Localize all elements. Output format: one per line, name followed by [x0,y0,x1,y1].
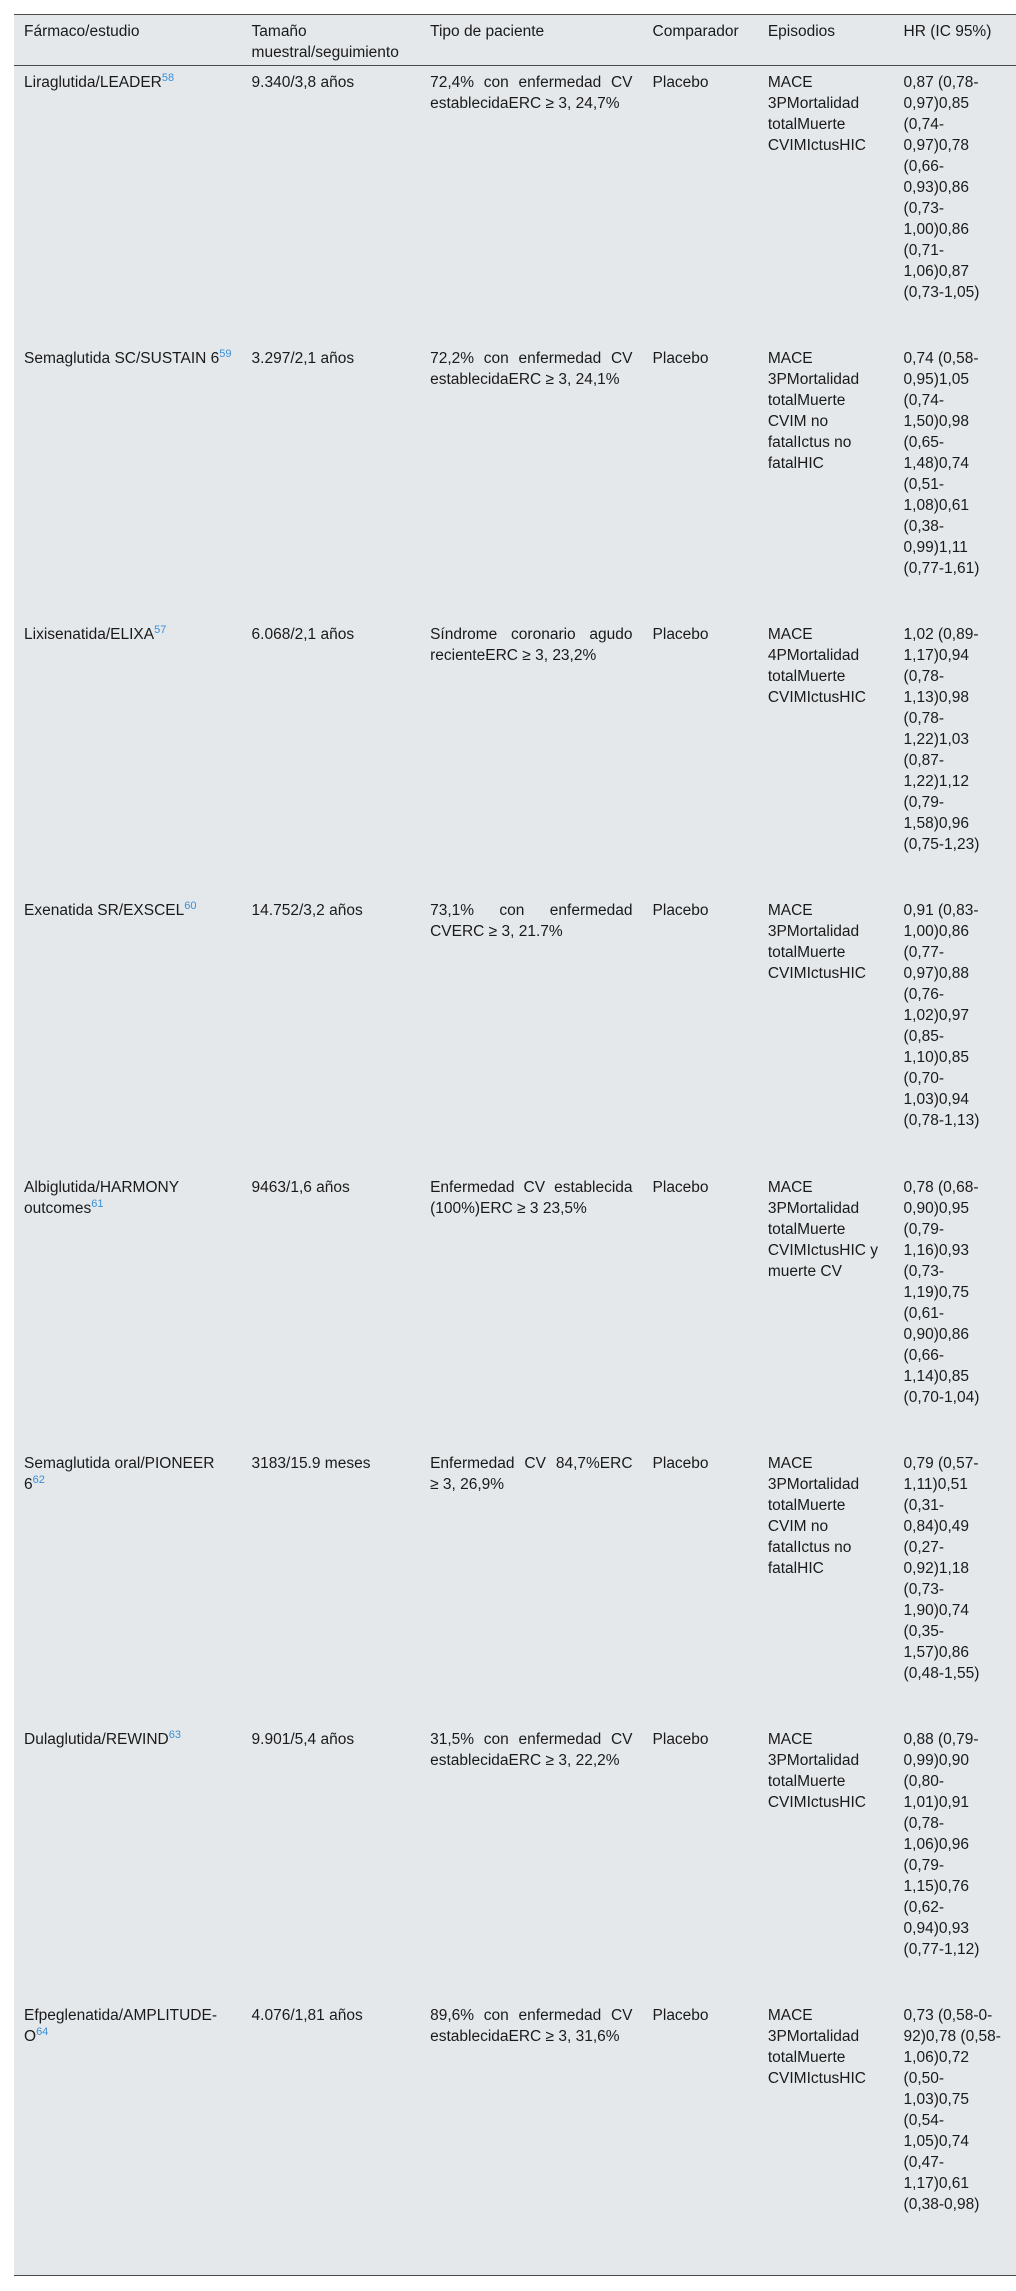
reference-link[interactable]: 59 [219,347,232,360]
cell-comparator: Placebo [643,1999,758,2275]
drug-name: Exenatida SR/EXSCEL [24,902,185,920]
table-row [14,1447,1016,1723]
cell-patient: Enfermedad CV 84,7%ERC ≥ 3, 26,9% [430,1454,633,1493]
cell-sample: 3183/15.9 meses [251,1454,371,1472]
cell-events: MACE 3PMortalidad totalMuerte CVIM no fatalIctus no fatalHIC [767,1454,860,1577]
cell-drug [14,1999,242,2275]
cell-hr: 0,73 (0,58-0-92)0,78 (0,58-1,06)0,72 (0,50-1,03)0,75 (0,54-1,05)0,74 (0,47-1,17)0,61 (0,38-0,98) [894,1999,1016,2275]
cell-comparator: Placebo [652,902,709,920]
cell-sample: 9463/1,6 años [251,1178,350,1196]
drug-name: Lixisenatida/ELIXA [24,626,155,643]
cell-events: MACE 3PMortalidad totalMuerte CVIM no fatalIctus no fatalHIC [767,349,860,472]
cell-hr: 0,78 (0,68-0,90)0,95 (0,79-1,16)0,93 (0,73-1,19)0,75 (0,61-0,90)0,86 (0,66-1,14)0,85 (0,70-1,04) [903,1178,980,1406]
cell-hr: 0,74 (0,58-0,95)1,05 (0,74-1,50)0,98 (0,65-1,48)0,74 (0,51-1,08)0,61 (0,38-0,99)1,11 (0,77-1,61) [903,349,980,577]
glp1-trials-table [14,14,1016,2276]
cell-events: MACE 4PMortalidad totalMuerte CVIMIctusHIC [767,626,867,706]
table-row [14,1999,1016,2275]
reference-link[interactable]: 57 [154,623,167,636]
cell-patient: Síndrome coronario agudo recienteERC ≥ 3, 23,2% [430,626,633,664]
drug-name: Semaglutida oral/PIONEER 6 [24,1454,215,1493]
cell-drug [14,618,242,894]
table-header-row [14,15,1016,66]
header-drug: Fármaco/estudio [14,15,242,66]
cell-drug [14,1723,242,1999]
cell-hr: 0,87 (0,78-0,97)0,85 (0,74-0,97)0,78 (0,66-0,93)0,86 (0,73-1,00)0,86 (0,71-1,06)0,87 (0,73-1,05) [903,74,980,301]
cell-events: MACE 3PMortalidad totalMuerte CVIMIctusHIC [767,74,867,154]
cell-hr: 0,91 (0,83-1,00)0,86 (0,77-0,97)0,88 (0,76-1,02)0,97 (0,85-1,10)0,85 (0,70-1,03)0,94 (0,78-1,13) [903,902,980,1130]
trials-table-container [14,14,1016,2276]
table-row [14,618,1016,894]
cell-drug [14,1171,242,1447]
cell-events: MACE 3PMortalidad totalMuerte CVIMIctusHIC y muerte CV [767,1178,879,1280]
cell-sample: 14.752/3,2 años [251,902,363,920]
table-row [14,1723,1016,1999]
cell-events: MACE 3PMortalidad totalMuerte CVIMIctusHIC [767,902,867,983]
cell-sample: 6.068/2,1 años [251,626,355,643]
cell-comparator: Placebo [652,1454,709,1472]
cell-hr: 0,88 (0,79-0,99)0,90 (0,80-1,01)0,91 (0,78-1,06)0,96 (0,79-1,15)0,76 (0,62-0,94)0,93 (0,77-1,12) [903,1731,980,1958]
reference-link[interactable]: 63 [168,1728,181,1741]
reference-link[interactable]: 64 [36,2026,49,2039]
cell-comparator: Placebo [652,74,709,91]
cell-sample: 3.297/2,1 años [251,349,355,367]
cell-drug [14,66,242,342]
cell-events: MACE 3PMortalidad totalMuerte CVIMIctusHIC [767,1731,867,1811]
cell-comparator: Placebo [652,626,709,643]
cell-patient: 72,2% con enfermedad CV establecidaERC ≥ 3, 24,1% [430,349,633,388]
cell-patient: 89,6% con enfermedad CV establecidaERC ≥ 3, 31,6% [420,1999,642,2275]
drug-name: Albiglutida/HARMONY outcomes [24,1178,179,1217]
cell-patient: 73,1% con enfermedad CVERC ≥ 3, 21.7% [430,902,633,941]
cell-hr: 0,79 (0,57-1,11)0,51 (0,31-0,84)0,49 (0,27-0,92)1,18 (0,73-1,90)0,74 (0,35-1,57)0,86 (0,48-1,55) [903,1454,980,1682]
cell-patient: 31,5% con enfermedad CV establecidaERC ≥ 3, 22,2% [430,1731,633,1769]
cell-events: MACE 3PMortalidad totalMuerte CVIMIctusHIC [758,1999,894,2275]
cell-sample: 9.901/5,4 años [251,1731,355,1748]
cell-drug [14,1447,242,1723]
reference-link[interactable]: 61 [91,1197,104,1210]
cell-drug [14,342,242,618]
drug-name: Semaglutida SC/SUSTAIN 6 [24,349,220,367]
header-sample: Tamaño muestral/seguimiento [242,15,421,66]
drug-name: Dulaglutida/REWIND [24,1731,169,1748]
cell-drug [14,894,242,1170]
reference-link[interactable]: 60 [184,900,197,913]
header-patient: Tipo de paciente [420,15,642,66]
drug-name: Liraglutida/LEADER [24,74,162,91]
table-row [14,894,1016,1170]
cell-comparator: Placebo [652,1178,709,1196]
cell-sample: 4.076/1,81 años [242,1999,421,2275]
cell-comparator: Placebo [652,1731,709,1748]
table-row [14,66,1016,342]
cell-sample: 9.340/3,8 años [251,74,355,91]
header-hr: HR (IC 95%) [894,15,1016,66]
cell-comparator: Placebo [652,349,709,367]
cell-patient: Enfermedad CV establecida (100%)ERC ≥ 3 23,5% [430,1178,633,1217]
header-comparator: Comparador [643,15,758,66]
table-row [14,1171,1016,1447]
reference-link[interactable]: 62 [32,1473,45,1486]
cell-patient: 72,4% con enfermedad CV establecidaERC ≥ 3, 24,7% [430,74,633,112]
cell-hr: 1,02 (0,89-1,17)0,94 (0,78-1,13)0,98 (0,78-1,22)1,03 (0,87-1,22)1,12 (0,79-1,58)0,96 (0,75-1,23) [903,626,980,853]
drug-name: Efpeglenatida/AMPLITUDE-O [24,2007,217,2046]
table-row [14,342,1016,618]
header-events: Episodios [758,15,894,66]
reference-link[interactable]: 58 [161,71,175,84]
